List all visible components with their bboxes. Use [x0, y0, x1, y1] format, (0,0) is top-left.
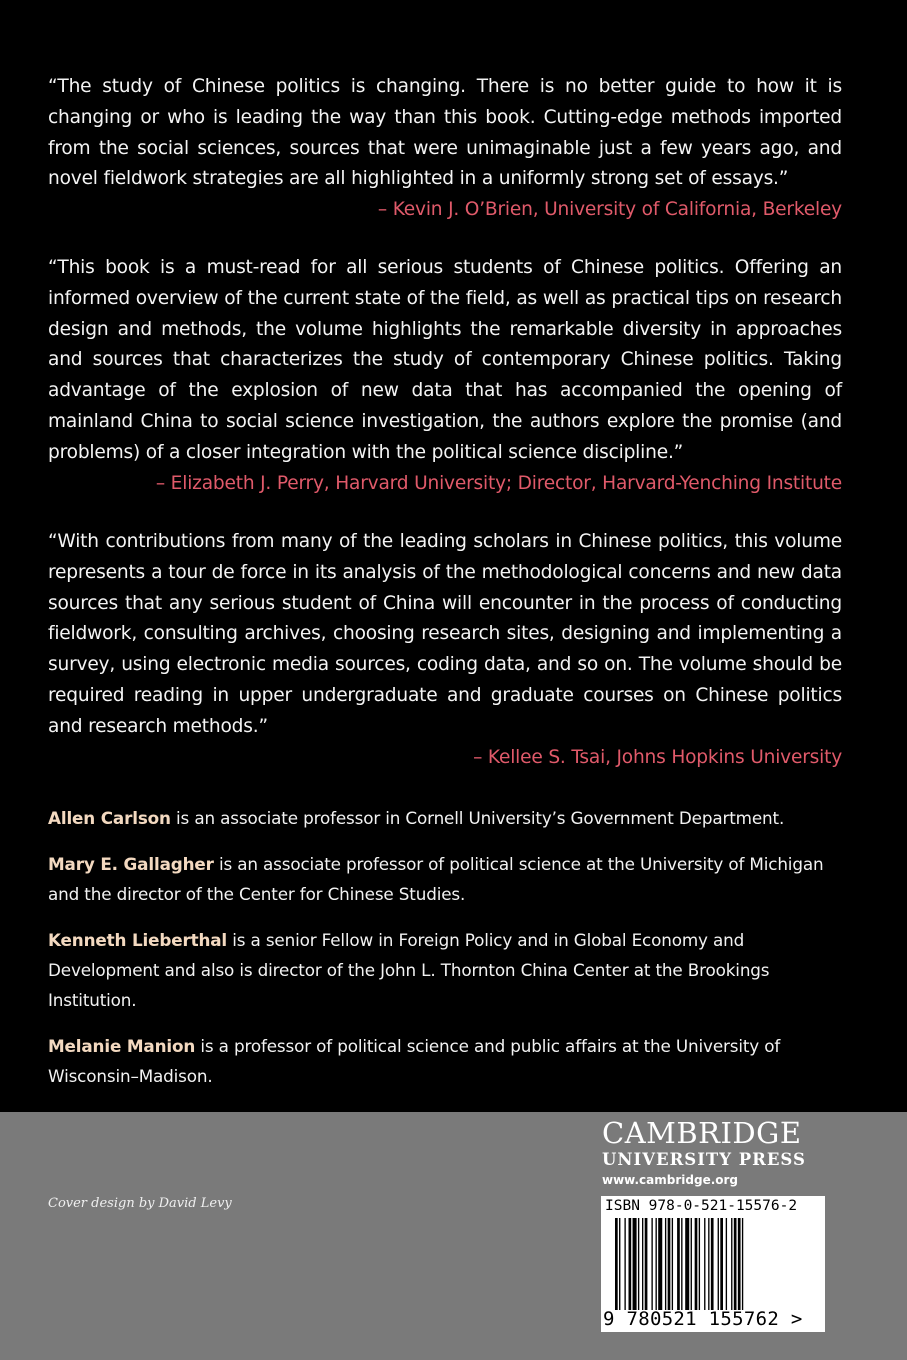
- quote-text: “With contributions from many of the leading scholars in Chinese politics, this volume represents a tour de force in its analysis of the methodological concerns and new data sources that any serious student of China will encounter in the process of conducting fieldwork, consulting archives, choosing research sites, designing and implementing a survey, using electronic media sources, coding data, and so on. The volume should be required reading in upper undergraduate and graduate courses on Chinese politics and research methods.”: [48, 531, 842, 737]
- barcode-bar: [711, 1218, 714, 1310]
- publisher-subtitle: UNIVERSITY PRESS: [602, 1150, 806, 1169]
- barcode-bar: [742, 1218, 743, 1310]
- quote-attribution: – Kevin J. O’Brien, University of California, Berkeley: [377, 199, 842, 221]
- publisher-logo: [602, 1116, 824, 1190]
- review-quote-3: [48, 527, 842, 773]
- barcode-bar: [656, 1218, 657, 1310]
- publisher-name: CAMBRIDGE: [602, 1116, 802, 1150]
- barcode-bar: [658, 1218, 662, 1310]
- barcode-bar: [638, 1218, 639, 1310]
- isbn-barcode: [601, 1196, 825, 1332]
- barcode-bar: [699, 1218, 700, 1310]
- barcode-bar: [651, 1218, 652, 1310]
- barcode-number: 9 780521 155762 >: [603, 1308, 803, 1330]
- barcode-bar: [665, 1218, 666, 1310]
- bio-text: is an associate professor of political science at the University of Michigan and the director of the Center for Chinese Studies.: [48, 854, 824, 904]
- barcode-bar: [624, 1218, 625, 1310]
- review-quote-2: [48, 253, 842, 499]
- cover-design-credit: Cover design by David Levy: [48, 1196, 232, 1211]
- review-quote-1: [48, 72, 842, 226]
- publisher-url: www.cambridge.org: [602, 1173, 739, 1187]
- barcode-bar: [677, 1218, 680, 1310]
- barcode-bar: [668, 1218, 671, 1310]
- author-bio: [48, 849, 842, 909]
- barcode-bar: [704, 1218, 705, 1310]
- author-bios: [48, 803, 842, 1107]
- barcode-bar: [619, 1218, 620, 1310]
- barcode-bar: [708, 1218, 709, 1310]
- barcode-bar: [734, 1218, 737, 1310]
- bio-text: is a senior Fellow in Foreign Policy and in Global Economy and Development and also is director of the John L. Thornton China Center at the Brookings Institution.: [48, 930, 770, 1010]
- barcode-bar: [738, 1218, 741, 1310]
- barcode-bar: [695, 1218, 698, 1310]
- barcode-bar: [615, 1218, 618, 1310]
- quote-text: “The study of Chinese politics is changing. There is no better guide to how it is changing or who is leading the way than this book. Cutting-edge methods imported from the social sciences, sources that were unimaginable just a few years ago, and novel fieldwork strategies are all highlighted in a uniformly strong set of essays.”: [48, 76, 842, 190]
- author-name: Melanie Manion: [48, 1036, 196, 1056]
- barcode-bar: [720, 1218, 723, 1310]
- author-name: Kenneth Lieberthal: [48, 930, 228, 950]
- barcode-bar: [718, 1218, 719, 1310]
- isbn-text: ISBN 978-0-521-15576-2: [605, 1198, 798, 1214]
- barcode-bars-icon: [615, 1218, 811, 1310]
- bio-text: is a professor of political science and public affairs at the University of Wisconsin–Madison.: [48, 1036, 781, 1086]
- barcode-bar: [629, 1218, 632, 1310]
- barcode-bar: [685, 1218, 689, 1310]
- barcode-bar: [633, 1218, 637, 1310]
- barcode-bar: [731, 1218, 732, 1310]
- barcode-bar: [672, 1218, 673, 1310]
- author-bio: [48, 803, 842, 833]
- barcode-bar: [642, 1218, 643, 1310]
- footer-band: [0, 1112, 907, 1360]
- bio-text: is an associate professor in Cornell University’s Government Department.: [170, 808, 785, 828]
- quote-attribution: – Kellee S. Tsai, Johns Hopkins University: [473, 746, 842, 768]
- author-bio: [48, 1031, 842, 1091]
- quote-text: “This book is a must-read for all serious students of Chinese politics. Offering an informed overview of the current state of the field, as well as practical tips on research design and methods, the volume highlights the remarkable diversity in approaches and sources that characterizes the study of contemporary Chinese politics. Taking advantage of the explosion of new data that has accompanied the opening of mainland China to social science investigation, the authors explore the promise (and problems) of a closer integration with the political science discipline.”: [48, 257, 842, 463]
- author-bio: [48, 925, 842, 1015]
- author-name: Mary E. Gallagher: [48, 854, 214, 874]
- barcode-bar: [681, 1218, 682, 1310]
- author-name: Allen Carlson: [48, 808, 171, 828]
- quote-attribution: – Elizabeth J. Perry, Harvard University; Director, Harvard-Yenching Institute: [155, 472, 842, 494]
- barcode-bar: [726, 1218, 727, 1310]
- barcode-bar: [645, 1218, 648, 1310]
- barcode-bar: [691, 1218, 692, 1310]
